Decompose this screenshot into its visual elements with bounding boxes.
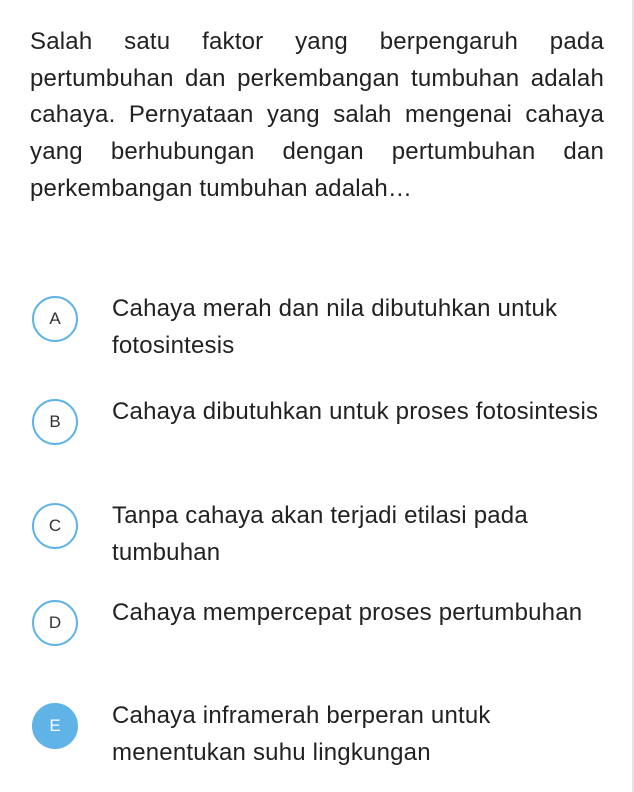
option-a-text: Cahaya merah dan nila dibutuhkan untuk fotosintesis: [112, 295, 558, 359]
option-b[interactable]: [32, 399, 612, 481]
option-b-letter-circle[interactable]: B: [32, 399, 78, 445]
option-b-text: Cahaya dibutuhkan untuk proses fotosintesis: [112, 398, 599, 425]
option-a[interactable]: [32, 296, 612, 378]
option-e-text: Cahaya inframerah berperan untuk menentukan suhu lingkungan: [112, 702, 491, 766]
option-d-text: Cahaya mempercepat proses pertumbuhan: [112, 599, 583, 626]
option-d-letter-circle[interactable]: D: [32, 600, 78, 646]
option-a-letter-circle[interactable]: A: [32, 296, 78, 342]
option-d[interactable]: [32, 600, 612, 682]
option-c-text: Tanpa cahaya akan terjadi etilasi pada tumbuhan: [112, 502, 528, 566]
option-e[interactable]: [32, 703, 612, 785]
option-e-letter-circle[interactable]: E: [32, 703, 78, 749]
option-c[interactable]: [32, 503, 612, 585]
question-text: Salah satu faktor yang berpengaruh pada pertumbuhan dan perkembangan tumbuhan adalah cahaya. Pernyataan yang salah mengenai cahaya yang berhubungan dengan pertumbuhan dan perkembangan tumbuhan adalah…: [30, 28, 604, 202]
option-c-letter-circle[interactable]: C: [32, 503, 78, 549]
